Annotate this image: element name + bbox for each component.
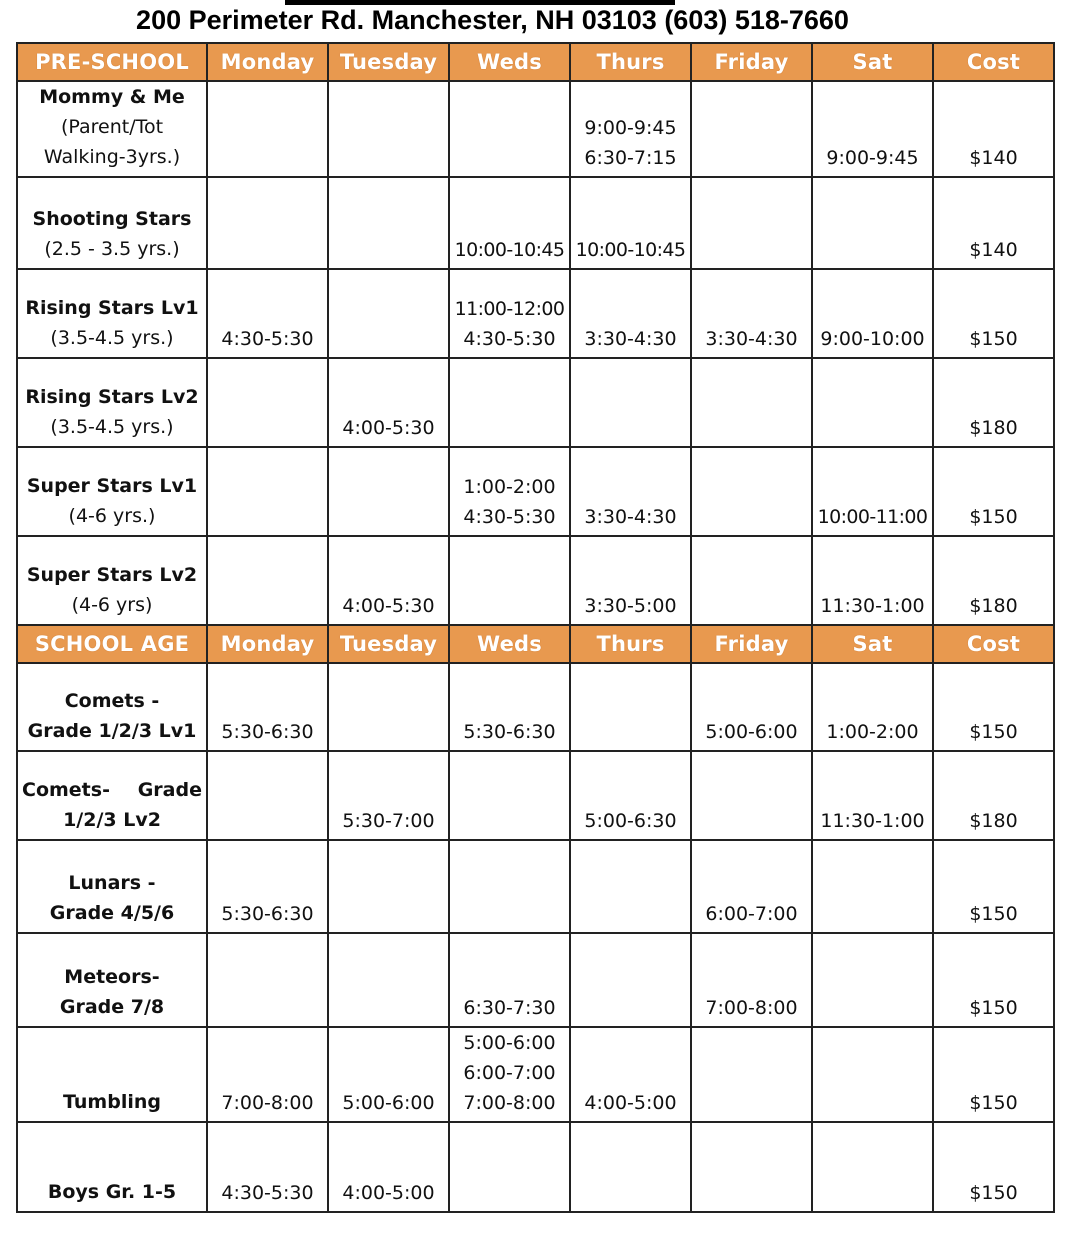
time-slot: 10:00-10:45 xyxy=(575,239,686,261)
time-cell-wed xyxy=(449,663,570,751)
time-slot: 4:30-5:30 xyxy=(221,328,314,350)
time-cell-fri xyxy=(691,536,812,625)
table-row xyxy=(17,840,1054,933)
time-cell-fri xyxy=(691,663,812,751)
time-slot: 5:00-6:00 xyxy=(705,721,798,743)
time-cell-wed xyxy=(449,840,570,933)
time-slot: 3:30-4:30 xyxy=(584,506,677,528)
column-header: Weds xyxy=(449,625,570,663)
cost-cell xyxy=(933,840,1054,933)
class-name-line: Walking-3yrs.) xyxy=(43,146,181,168)
time-cell-sat xyxy=(812,751,933,840)
table-row xyxy=(17,1027,1054,1122)
class-name-line: Comets - xyxy=(64,690,160,712)
time-cell-tue xyxy=(328,177,449,269)
cost-value: $150 xyxy=(969,1092,1018,1114)
time-slot: 4:30-5:30 xyxy=(463,328,556,350)
cost-cell xyxy=(933,933,1054,1027)
cost-value: $150 xyxy=(969,903,1018,925)
time-cell-sat xyxy=(812,177,933,269)
table-row xyxy=(17,751,1054,840)
time-slot: 9:00-10:00 xyxy=(820,328,925,350)
time-cell-tue xyxy=(328,1122,449,1212)
cost-cell xyxy=(933,536,1054,625)
time-cell-sat xyxy=(812,536,933,625)
time-slot: 5:00-6:00 xyxy=(463,1032,556,1054)
cost-value: $180 xyxy=(969,810,1018,832)
column-header: Cost xyxy=(933,625,1054,663)
table-row xyxy=(17,536,1054,625)
class-name-line: Super Stars Lv2 xyxy=(26,564,198,586)
class-name-line: (4-6 yrs.) xyxy=(68,505,156,527)
table-row xyxy=(17,177,1054,269)
time-cell-mon xyxy=(207,269,328,358)
time-slot: 9:00-9:45 xyxy=(826,147,919,169)
time-slot: 5:30-6:30 xyxy=(463,721,556,743)
time-cell-wed xyxy=(449,447,570,536)
time-cell-wed xyxy=(449,358,570,447)
class-name-line: Comets- Grade xyxy=(22,779,202,801)
column-header: Monday xyxy=(207,43,328,81)
time-slot: 4:00-5:30 xyxy=(342,595,435,617)
class-name-line: (4-6 yrs) xyxy=(71,594,153,616)
time-cell-mon xyxy=(207,751,328,840)
class-name-line: Grade 1/2/3 Lv1 xyxy=(27,720,197,742)
cost-value: $150 xyxy=(969,1182,1018,1204)
time-cell-sat xyxy=(812,1027,933,1122)
section-title: SCHOOL AGE xyxy=(17,625,207,663)
cost-value: $180 xyxy=(969,595,1018,617)
time-cell-mon xyxy=(207,933,328,1027)
table-row xyxy=(17,1122,1054,1212)
cost-value: $140 xyxy=(969,147,1018,169)
class-name-line: 1/2/3 Lv2 xyxy=(63,809,161,831)
class-name-cell xyxy=(17,751,207,840)
time-slot: 4:00-5:00 xyxy=(584,1092,677,1114)
time-cell-thu xyxy=(570,1027,691,1122)
table-row xyxy=(17,269,1054,358)
column-header: Friday xyxy=(691,625,812,663)
time-slot: 5:00-6:30 xyxy=(584,810,677,832)
time-cell-sat xyxy=(812,840,933,933)
time-slot: 5:00-6:00 xyxy=(342,1092,435,1114)
time-cell-mon xyxy=(207,358,328,447)
time-slot: 11:30-1:00 xyxy=(820,810,925,832)
class-name-cell xyxy=(17,536,207,625)
class-name-line: (2.5 - 3.5 yrs.) xyxy=(44,238,180,260)
class-name-cell xyxy=(17,269,207,358)
cost-value: $150 xyxy=(969,721,1018,743)
column-header: Monday xyxy=(207,625,328,663)
table-row xyxy=(17,447,1054,536)
time-cell-tue xyxy=(328,1027,449,1122)
time-slot: 4:00-5:00 xyxy=(342,1182,435,1204)
time-cell-thu xyxy=(570,269,691,358)
time-cell-sat xyxy=(812,1122,933,1212)
time-cell-thu xyxy=(570,447,691,536)
time-cell-fri xyxy=(691,840,812,933)
time-slot: 1:00-2:00 xyxy=(826,721,919,743)
cost-value: $140 xyxy=(969,239,1018,261)
address-header: 200 Perimeter Rd. Manchester, NH 03103 (603) 518-7660 xyxy=(136,5,849,35)
class-name-cell xyxy=(17,840,207,933)
time-cell-tue xyxy=(328,933,449,1027)
time-cell-fri xyxy=(691,751,812,840)
class-name-line: (3.5-4.5 yrs.) xyxy=(50,416,174,438)
cost-cell xyxy=(933,358,1054,447)
class-name-line: Tumbling xyxy=(63,1091,161,1113)
column-header: Cost xyxy=(933,43,1054,81)
section-header-row xyxy=(17,43,1054,81)
time-cell-sat xyxy=(812,447,933,536)
time-slot: 4:30-5:30 xyxy=(463,506,556,528)
cost-cell xyxy=(933,751,1054,840)
time-cell-sat xyxy=(812,663,933,751)
time-cell-fri xyxy=(691,177,812,269)
time-slot: 6:30-7:30 xyxy=(463,997,556,1019)
column-header: Friday xyxy=(691,43,812,81)
time-cell-sat xyxy=(812,933,933,1027)
cost-value: $150 xyxy=(969,328,1018,350)
time-cell-tue xyxy=(328,358,449,447)
time-cell-mon xyxy=(207,663,328,751)
time-cell-tue xyxy=(328,269,449,358)
time-cell-wed xyxy=(449,1027,570,1122)
time-cell-wed xyxy=(449,269,570,358)
class-name-cell xyxy=(17,447,207,536)
time-cell-mon xyxy=(207,177,328,269)
class-name-line: Grade 4/5/6 xyxy=(49,902,175,924)
time-cell-tue xyxy=(328,840,449,933)
table-row xyxy=(17,663,1054,751)
time-cell-mon xyxy=(207,536,328,625)
time-cell-mon xyxy=(207,447,328,536)
time-cell-thu xyxy=(570,177,691,269)
time-slot: 6:00-7:00 xyxy=(463,1062,556,1084)
column-header: Tuesday xyxy=(328,625,449,663)
time-cell-fri xyxy=(691,1122,812,1212)
class-name-line: Super Stars Lv1 xyxy=(26,475,198,497)
time-slot: 4:00-5:30 xyxy=(342,417,435,439)
cost-cell xyxy=(933,177,1054,269)
cost-value: $150 xyxy=(969,506,1018,528)
table-row xyxy=(17,358,1054,447)
class-name-line: Lunars - xyxy=(68,872,156,894)
time-cell-wed xyxy=(449,177,570,269)
class-name-line: Shooting Stars xyxy=(32,208,192,230)
cost-value: $150 xyxy=(969,997,1018,1019)
time-cell-thu xyxy=(570,81,691,177)
class-name-line: (3.5-4.5 yrs.) xyxy=(50,327,174,349)
time-cell-tue xyxy=(328,663,449,751)
cost-cell xyxy=(933,81,1054,177)
time-slot: 9:00-9:45 xyxy=(584,117,677,139)
class-name-line: Rising Stars Lv2 xyxy=(25,386,199,408)
time-cell-fri xyxy=(691,933,812,1027)
column-header: Thurs xyxy=(570,43,691,81)
time-cell-tue xyxy=(328,751,449,840)
class-name-cell xyxy=(17,663,207,751)
time-slot: 10:00-10:45 xyxy=(454,239,565,261)
time-cell-sat xyxy=(812,81,933,177)
cost-cell xyxy=(933,1027,1054,1122)
time-slot: 5:30-6:30 xyxy=(221,903,314,925)
time-slot: 1:00-2:00 xyxy=(463,476,556,498)
time-slot: 4:30-5:30 xyxy=(221,1182,314,1204)
time-cell-thu xyxy=(570,358,691,447)
column-header: Weds xyxy=(449,43,570,81)
cost-cell xyxy=(933,663,1054,751)
time-slot: 11:00-12:00 xyxy=(454,298,565,320)
time-slot: 5:30-6:30 xyxy=(221,721,314,743)
cost-cell xyxy=(933,1122,1054,1212)
class-name-cell xyxy=(17,358,207,447)
time-cell-sat xyxy=(812,269,933,358)
section-title: PRE-SCHOOL xyxy=(17,43,207,81)
time-cell-sat xyxy=(812,358,933,447)
time-cell-wed xyxy=(449,81,570,177)
time-slot: 11:30-1:00 xyxy=(820,595,925,617)
time-cell-thu xyxy=(570,536,691,625)
time-slot: 7:00-8:00 xyxy=(705,997,798,1019)
class-name-line: (Parent/Tot xyxy=(60,116,164,138)
time-cell-fri xyxy=(691,447,812,536)
time-cell-wed xyxy=(449,1122,570,1212)
column-header: Tuesday xyxy=(328,43,449,81)
time-slot: 6:00-7:00 xyxy=(705,903,798,925)
time-slot: 7:00-8:00 xyxy=(463,1092,556,1114)
cost-cell xyxy=(933,447,1054,536)
time-slot: 10:00-11:00 xyxy=(817,506,928,528)
class-name-line: Mommy & Me xyxy=(39,86,185,108)
section-header-row xyxy=(17,625,1054,663)
class-name-line: Meteors- xyxy=(64,966,160,988)
time-cell-wed xyxy=(449,751,570,840)
time-cell-fri xyxy=(691,269,812,358)
table-row xyxy=(17,933,1054,1027)
time-cell-thu xyxy=(570,663,691,751)
time-cell-mon xyxy=(207,1122,328,1212)
time-cell-mon xyxy=(207,840,328,933)
time-cell-thu xyxy=(570,751,691,840)
column-header: Sat xyxy=(812,625,933,663)
time-cell-tue xyxy=(328,81,449,177)
class-name-cell xyxy=(17,1027,207,1122)
time-cell-thu xyxy=(570,933,691,1027)
time-slot: 5:30-7:00 xyxy=(342,810,435,832)
time-cell-wed xyxy=(449,536,570,625)
time-slot: 7:00-8:00 xyxy=(221,1092,314,1114)
class-name-line: Grade 7/8 xyxy=(59,996,165,1018)
time-cell-fri xyxy=(691,1027,812,1122)
class-name-cell xyxy=(17,933,207,1027)
time-cell-tue xyxy=(328,447,449,536)
class-name-cell xyxy=(17,177,207,269)
time-slot: 3:30-4:30 xyxy=(584,328,677,350)
cost-cell xyxy=(933,269,1054,358)
time-cell-thu xyxy=(570,840,691,933)
column-header: Sat xyxy=(812,43,933,81)
time-cell-mon xyxy=(207,81,328,177)
column-header: Thurs xyxy=(570,625,691,663)
table-row xyxy=(17,81,1054,177)
class-name-cell xyxy=(17,81,207,177)
time-cell-mon xyxy=(207,1027,328,1122)
time-slot: 3:30-4:30 xyxy=(705,328,798,350)
time-cell-fri xyxy=(691,81,812,177)
time-slot: 3:30-5:00 xyxy=(584,595,677,617)
class-name-cell xyxy=(17,1122,207,1212)
cost-value: $180 xyxy=(969,417,1018,439)
time-cell-thu xyxy=(570,1122,691,1212)
time-cell-wed xyxy=(449,933,570,1027)
class-name-line: Boys Gr. 1-5 xyxy=(47,1181,177,1203)
time-cell-fri xyxy=(691,358,812,447)
time-slot: 6:30-7:15 xyxy=(584,147,677,169)
time-cell-tue xyxy=(328,536,449,625)
class-name-line: Rising Stars Lv1 xyxy=(25,297,199,319)
class-schedule-table xyxy=(16,42,1055,1213)
